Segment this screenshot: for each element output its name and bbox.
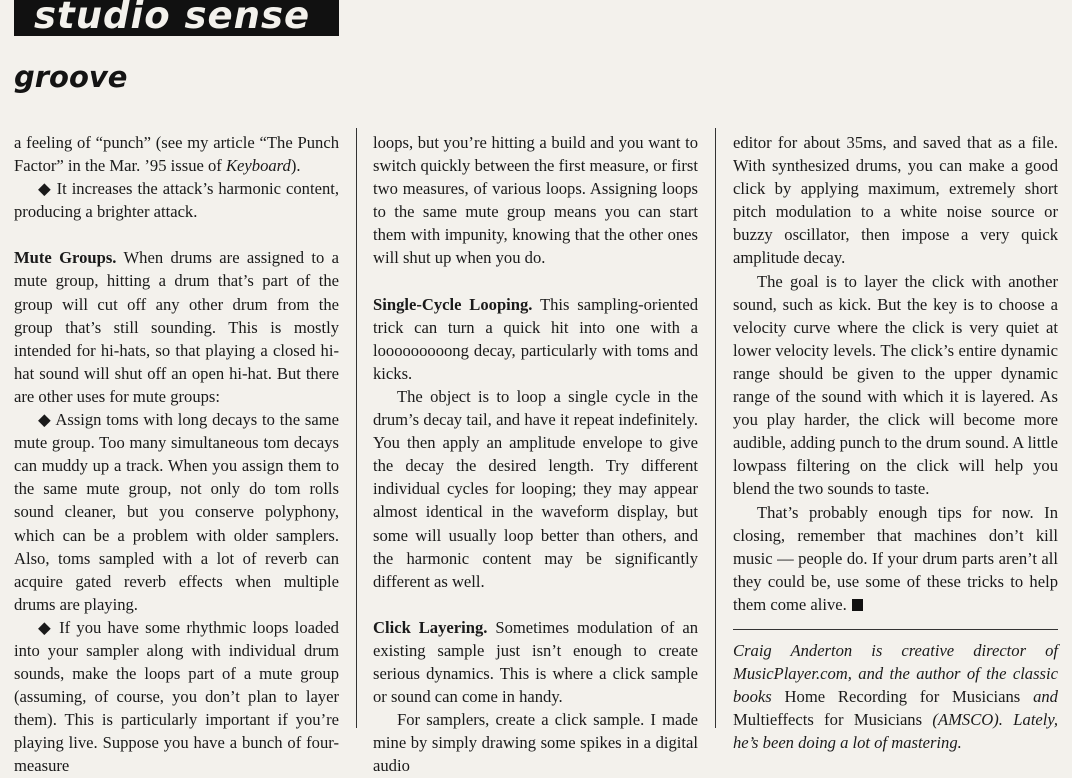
column-2 — [373, 131, 698, 777]
bullet-diamond-icon: ◆ — [38, 179, 52, 199]
paragraph: Single-Cycle Looping. This sampling-oriented trick can turn a quick hit into one with a looooooooong decay, particularly with toms and kicks. — [373, 294, 699, 383]
bullet-paragraph: ◆ Assign toms with long decays to the same mute group. Too many simultaneous tom decays can muddy up a track. When you assign them to the same mute group, not only do tom rolls sound cleaner, but you conserve polyphony, which can be a problem with older samplers. Also, toms sampled with a lot of reverb can acquire gated reverb effects when multiple drums are playing. — [14, 410, 339, 614]
paragraph: The goal is to layer the click with another sound, such as kick. But the key is to choose a velocity curve where the click is very quiet at lower velocity levels. The click’s entire dynamic range should be given to the upper dynamic range of the sound with which it is layered. As you play harder, the click will become more audible, adding punch to the drum sound. A little lowpass filtering on the click will help you blend the two sounds to taste. — [733, 271, 1058, 499]
column-divider-2 — [715, 128, 716, 728]
bio-divider — [733, 629, 1058, 630]
paragraph: That’s probably enough tips for now. In closing, remember that machines don’t kill music — people do. If your drum parts aren’t all they could be, use some of these tricks to help them come alive. — [733, 502, 1058, 614]
paragraph: Click Layering. Sometimes modulation of an existing sample just isn’t enough to create serious dynamics. This is where a click sample or sound can come in handy. — [373, 617, 698, 707]
subhead-single-cycle-looping: Single-Cycle Looping. — [373, 294, 533, 314]
header-bar — [14, 0, 339, 36]
author-bio: Craig Anderton is creative director of MusicPlayer.com, and the author of the classic books Home Recording for Musicians and Multieffects for Musicians (AMSCO). Lately, he’s been doing a lot of mastering. — [733, 640, 1058, 753]
section-title: groove — [14, 60, 128, 94]
bullet-diamond-icon: ◆ — [38, 410, 52, 430]
paragraph: a feeling of “punch” (see my article “The Punch Factor” in the Mar. ’95 issue of Keyboard). — [14, 133, 339, 176]
paragraph: For samplers, create a click sample. I made mine by simply drawing some spikes in a digital audio — [373, 710, 698, 776]
column-3 — [733, 131, 1058, 754]
subhead-click-layering: Click Layering. — [373, 617, 488, 637]
paragraph: editor for about 35ms, and saved that as a file. With synthesized drums, you can make a good click by applying maximum, extremely short pitch modulation to a white noise source or buzzy oscillator, then impose a very quick amplitude decay. — [733, 133, 1058, 268]
subhead-mute-groups: Mute Groups. — [14, 248, 117, 268]
bullet-diamond-icon: ◆ — [38, 617, 53, 637]
paragraph: loops, but you’re hitting a build and you want to switch quickly between the first measure, or first two measures, of various loops. Assigning loops to the same mute group means you can start them with impunity, knowing that the other ones will shut up when you do. — [373, 133, 698, 268]
column-1 — [14, 131, 339, 778]
header-title: studio sense — [34, 0, 311, 37]
bullet-paragraph: ◆ It increases the attack’s harmonic content, producing a brighter attack. — [14, 179, 340, 222]
end-of-article-icon — [852, 599, 863, 611]
column-divider-1 — [356, 128, 357, 728]
paragraph: The object is to loop a single cycle in the drum’s decay tail, and have it repeat indefinitely. You then apply an amplitude envelope to give the decay the desired length. Try different individual cycles for looping; they may appear almost identical in the waveform display, but some will usually loop better than others, and the harmonic content may be significantly different as well. — [373, 386, 698, 591]
bullet-paragraph: ◆ If you have some rhythmic loops loaded into your sampler along with individual drum sounds, make the loops part of a mute group (assuming, of course, you don’t plan to layer them). This is particularly important if you’re playing live. Suppose you have a bunch of four-measure — [14, 617, 339, 776]
paragraph: Mute Groups. When drums are assigned to a mute group, hitting a drum that’s part of the group will cut off any other drum from the group that’s still sounding. This is mostly intended for hi-hats, so that playing a closed hi-hat sound will shut off an open hi-hat. But there are other uses for mute groups: — [14, 248, 340, 406]
